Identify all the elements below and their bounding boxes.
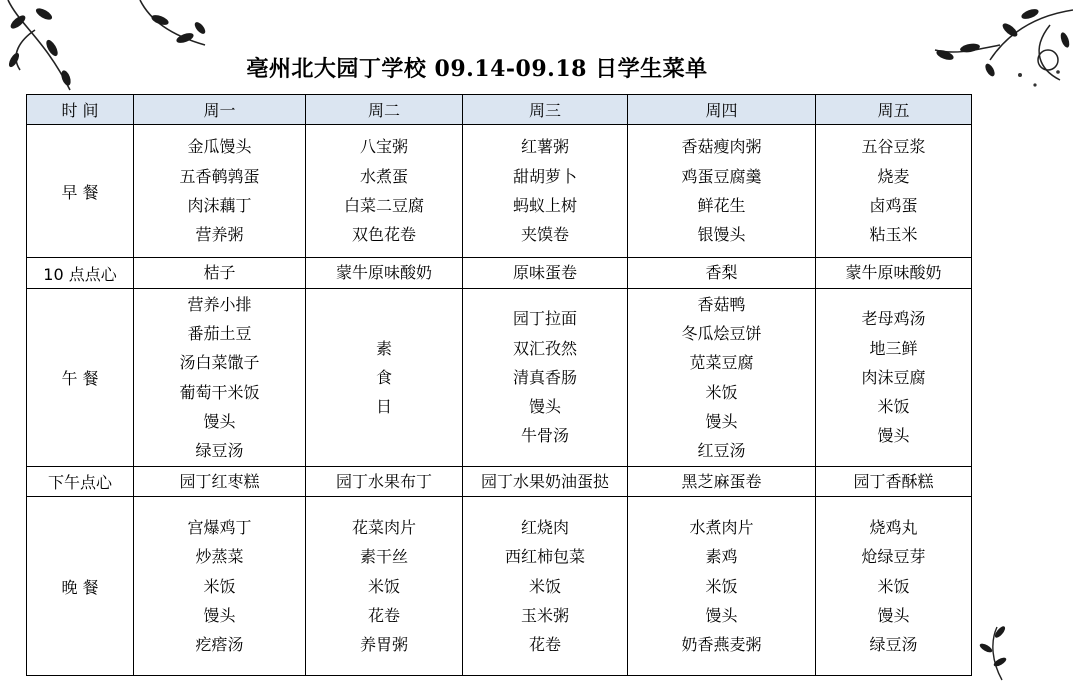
dish-item: 食 [375, 367, 392, 387]
dish-item: 水煮蛋 [359, 166, 408, 186]
dish-item: 炒蒸菜 [195, 547, 244, 567]
dish-item: 白菜二豆腐 [343, 196, 424, 215]
dish-item: 日 [375, 397, 392, 417]
dish-item: 馒头 [528, 397, 561, 417]
dish-item: 五香鹌鹑蛋 [179, 166, 260, 186]
menu-cell-lunch-thursday [628, 289, 816, 467]
dish-item: 番茄土豆 [187, 323, 252, 343]
dish-item: 营养小排 [187, 294, 252, 314]
menu-cell-afternoon-snack-wednesday [463, 467, 628, 497]
menu-cell-morning-snack-thursday [628, 258, 816, 289]
header-wednesday: 周三 [463, 95, 628, 125]
menu-cell-morning-snack-friday [816, 258, 972, 289]
dish-item: 汤白菜馓子 [179, 353, 260, 373]
menu-cell-dinner-friday [816, 497, 972, 676]
dish-item: 鲜花生 [697, 196, 746, 215]
dish-item: 炝绿豆芽 [861, 547, 926, 567]
dish-item: 园丁香酥糕 [853, 472, 934, 491]
meal-label: 下午点心 [27, 467, 134, 497]
dish-item: 园丁红枣糕 [179, 472, 260, 491]
dish-item: 馒头 [203, 411, 236, 431]
dish-item: 馒头 [705, 411, 738, 431]
dish-item: 粘玉米 [869, 225, 918, 245]
dish-item: 蒙牛原味酸奶 [845, 263, 942, 283]
vine-decoration-top-left [0, 0, 220, 100]
dish-item: 红豆汤 [697, 441, 746, 461]
dish-item: 烧麦 [877, 166, 910, 186]
menu-cell-morning-snack-tuesday [306, 258, 463, 289]
dish-item: 馒头 [203, 605, 236, 625]
dish-item: 养胃粥 [359, 635, 408, 655]
dish-item: 花卷 [367, 605, 400, 625]
dish-item: 花卷 [528, 635, 561, 655]
dish-item: 夹馍卷 [520, 225, 569, 245]
dish-item: 红薯粥 [520, 137, 569, 157]
dish-item: 米饭 [528, 576, 561, 596]
dish-item: 烧鸡丸 [869, 518, 918, 538]
meal-label: 晚 餐 [27, 497, 134, 676]
dish-item: 地三鲜 [869, 338, 918, 358]
menu-row-lunch [27, 289, 972, 467]
dish-item: 宫爆鸡丁 [187, 518, 252, 538]
menu-row-afternoon-snack [27, 467, 972, 497]
dish-item: 双色花卷 [351, 225, 416, 245]
dish-item: 肉沫藕丁 [187, 196, 252, 215]
menu-cell-afternoon-snack-friday [816, 467, 972, 497]
dish-item: 西红柿包菜 [504, 547, 585, 567]
header-monday: 周一 [134, 95, 306, 125]
dish-item: 葡萄干米饭 [179, 382, 260, 402]
dish-item: 五谷豆浆 [861, 137, 926, 157]
dish-item: 水煮肉片 [689, 518, 754, 538]
dish-item: 牛骨汤 [520, 426, 569, 446]
menu-cell-lunch-friday [816, 289, 972, 467]
dish-item: 花菜肉片 [351, 518, 416, 538]
dish-item: 冬瓜烩豆饼 [681, 323, 762, 343]
dish-item: 素 [375, 338, 392, 358]
menu-cell-dinner-wednesday [463, 497, 628, 676]
menu-cell-afternoon-snack-tuesday [306, 467, 463, 497]
menu-cell-breakfast-wednesday [463, 125, 628, 258]
dish-item: 原味蛋卷 [512, 263, 577, 283]
dish-item: 蚂蚁上树 [512, 196, 577, 215]
menu-cell-breakfast-monday [134, 125, 306, 258]
dish-item: 银馒头 [697, 225, 746, 245]
meal-label: 早 餐 [27, 125, 134, 258]
menu-cell-morning-snack-wednesday [463, 258, 628, 289]
menu-cell-lunch-tuesday [306, 289, 463, 467]
dish-item: 素干丝 [359, 547, 408, 567]
menu-cell-dinner-monday [134, 497, 306, 676]
dish-item: 米饭 [705, 576, 738, 596]
dish-item: 香菇鸭 [697, 294, 746, 314]
dish-item: 馒头 [877, 605, 910, 625]
header-thursday: 周四 [628, 95, 816, 125]
dish-item: 营养粥 [195, 225, 244, 245]
menu-cell-breakfast-thursday [628, 125, 816, 258]
dish-item: 米饭 [877, 576, 910, 596]
dish-item: 米饭 [877, 397, 910, 417]
dish-item: 奶香燕麦粥 [681, 635, 762, 655]
menu-title: 亳州北大园丁学校 09.14-09.18 日学生菜单 [246, 56, 708, 82]
weekly-menu-table [26, 94, 972, 676]
dish-item: 绿豆汤 [195, 441, 244, 461]
dish-item: 桔子 [203, 263, 236, 283]
dish-item: 双汇孜然 [512, 338, 577, 358]
dish-item: 肉沫豆腐 [861, 367, 926, 387]
dish-item: 香菇瘦肉粥 [681, 137, 762, 157]
menu-cell-lunch-monday [134, 289, 306, 467]
meal-label: 10 点点心 [27, 258, 134, 289]
menu-row-morning-snack [27, 258, 972, 289]
header-tuesday: 周二 [306, 95, 463, 125]
menu-cell-lunch-wednesday [463, 289, 628, 467]
dish-item: 蒙牛原味酸奶 [335, 263, 432, 283]
header-time: 时 间 [27, 95, 134, 125]
dish-item: 红烧肉 [520, 518, 569, 538]
dish-item: 素鸡 [705, 547, 738, 567]
meal-label: 午 餐 [27, 289, 134, 467]
menu-row-breakfast [27, 125, 972, 258]
dish-item: 香梨 [705, 263, 738, 283]
dish-item: 苋菜豆腐 [689, 353, 754, 373]
menu-cell-afternoon-snack-thursday [628, 467, 816, 497]
dish-item: 园丁拉面 [512, 309, 577, 329]
dish-item: 疙瘩汤 [195, 635, 244, 655]
dish-item: 老母鸡汤 [861, 309, 926, 329]
dish-item: 米饭 [705, 382, 738, 402]
dish-item: 鸡蛋豆腐羹 [681, 166, 762, 186]
dish-item: 馒头 [705, 605, 738, 625]
dish-item: 玉米粥 [520, 605, 569, 625]
menu-cell-afternoon-snack-monday [134, 467, 306, 497]
dish-item: 八宝粥 [359, 137, 408, 157]
header-row [27, 95, 972, 125]
dish-item: 黑芝麻蛋卷 [681, 472, 762, 491]
dish-item: 园丁水果奶油蛋挞 [480, 472, 609, 491]
dish-item: 馒头 [877, 426, 910, 446]
menu-cell-dinner-tuesday [306, 497, 463, 676]
header-friday: 周五 [816, 95, 972, 125]
menu-cell-dinner-thursday [628, 497, 816, 676]
menu-cell-breakfast-tuesday [306, 125, 463, 258]
menu-cell-breakfast-friday [816, 125, 972, 258]
menu-row-dinner [27, 497, 972, 676]
dish-item: 园丁水果布丁 [335, 472, 432, 491]
dish-item: 米饭 [367, 576, 400, 596]
dish-item: 清真香肠 [512, 367, 577, 387]
menu-cell-morning-snack-monday [134, 258, 306, 289]
dish-item: 金瓜馒头 [187, 137, 252, 157]
dish-item: 绿豆汤 [869, 635, 918, 655]
dish-item: 米饭 [203, 576, 236, 596]
vine-decoration-bottom-right [972, 622, 1012, 681]
dish-item: 卤鸡蛋 [869, 196, 918, 215]
dish-item: 甜胡萝卜 [512, 166, 577, 186]
